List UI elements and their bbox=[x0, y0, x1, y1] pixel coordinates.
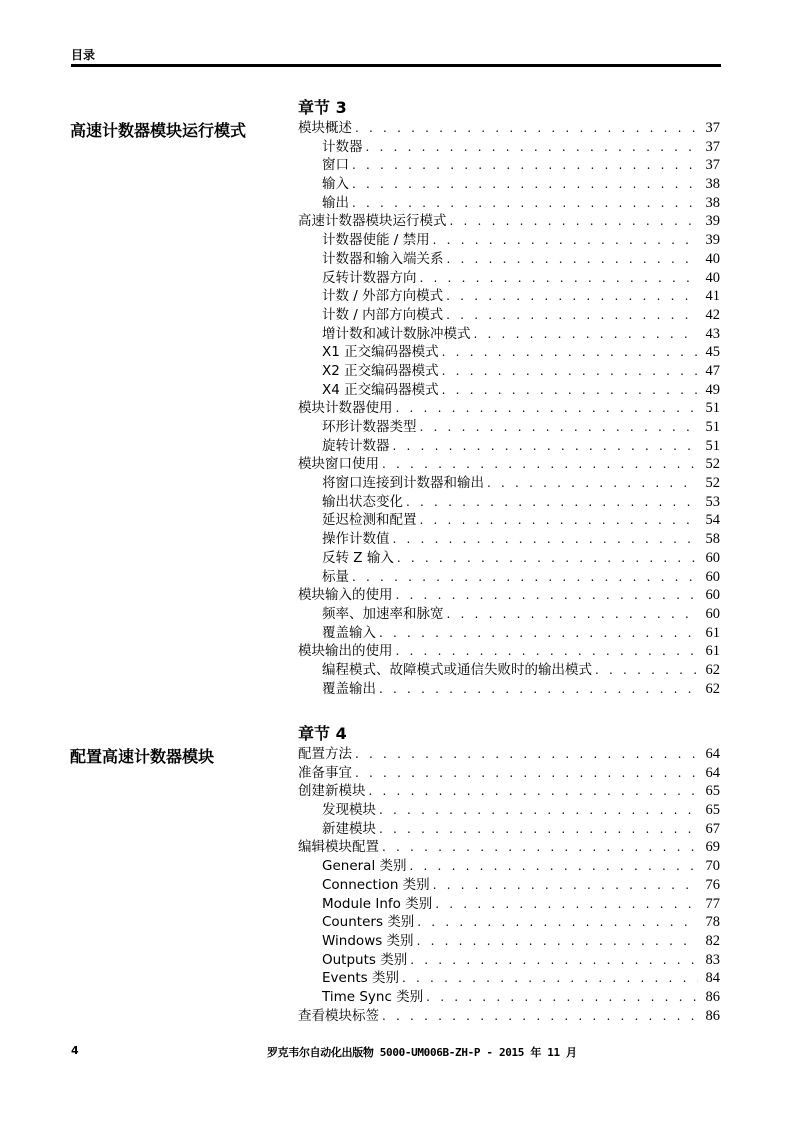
dot-leader bbox=[417, 932, 698, 951]
toc-page-number: 69 bbox=[705, 839, 720, 856]
toc-page-number: 60 bbox=[705, 549, 720, 566]
toc-page-number: 83 bbox=[705, 951, 720, 968]
dot-leader bbox=[442, 343, 698, 362]
toc-entry-text: 增计数和减计数脉冲模式 bbox=[322, 325, 471, 342]
toc-entry[interactable] bbox=[298, 325, 720, 344]
toc-page-number: 40 bbox=[705, 250, 720, 267]
toc-entry-text: 配置方法 bbox=[298, 746, 352, 762]
toc-page-number: 38 bbox=[705, 176, 720, 193]
toc-entry[interactable] bbox=[298, 455, 720, 474]
toc-entry[interactable] bbox=[298, 175, 720, 194]
toc-entry-text: 反转 Z 输入 bbox=[322, 549, 394, 566]
toc-entry-text: Module Info 类别 bbox=[322, 895, 433, 912]
toc-entry[interactable] bbox=[298, 988, 720, 1007]
toc-page-number: 39 bbox=[705, 213, 720, 230]
toc-entry[interactable] bbox=[298, 418, 720, 437]
toc-entry[interactable] bbox=[298, 838, 720, 857]
dot-leader bbox=[450, 212, 699, 231]
dot-leader bbox=[352, 175, 698, 194]
toc-page-number: 51 bbox=[705, 419, 720, 435]
dot-leader bbox=[352, 156, 698, 175]
toc-entry[interactable] bbox=[298, 969, 720, 988]
toc-entry[interactable] bbox=[298, 782, 720, 801]
dot-leader bbox=[355, 119, 698, 138]
dot-leader bbox=[595, 661, 698, 680]
toc-page-number: 60 bbox=[705, 568, 720, 585]
toc-entry-text: 延迟检测和配置 bbox=[322, 512, 417, 529]
dot-leader bbox=[420, 269, 699, 288]
toc-entry-text: 编辑模块配置 bbox=[298, 839, 379, 856]
toc-entry[interactable] bbox=[298, 119, 720, 138]
toc-entry[interactable] bbox=[298, 381, 720, 400]
dot-leader bbox=[487, 474, 698, 493]
toc-page-number: 52 bbox=[705, 456, 720, 473]
toc-entry-text: 计数器和输入端关系 bbox=[322, 250, 444, 267]
toc-entry[interactable] bbox=[298, 624, 720, 643]
toc-entry-text: 模块计数器使用 bbox=[298, 400, 393, 417]
toc-page-number: 61 bbox=[705, 624, 720, 641]
dot-leader bbox=[420, 511, 699, 530]
toc-entry-text: 计数 / 内部方向模式 bbox=[322, 306, 444, 323]
dot-leader bbox=[442, 362, 698, 381]
chapter-title: 高速计数器模块运行模式 bbox=[70, 121, 247, 140]
toc-entry[interactable] bbox=[298, 895, 720, 914]
toc-page-number: 54 bbox=[705, 512, 720, 529]
toc-entry[interactable] bbox=[298, 568, 720, 587]
toc-entry-text: 计数器使能 / 禁用 bbox=[322, 232, 430, 249]
toc-entry[interactable] bbox=[298, 745, 720, 764]
toc-entry[interactable] bbox=[298, 820, 720, 839]
toc-page-number: 86 bbox=[705, 988, 720, 1005]
toc-entry-text: 发现模块 bbox=[322, 802, 376, 819]
toc-entry[interactable] bbox=[298, 399, 720, 418]
footer-page-number: 4 bbox=[71, 1044, 79, 1057]
toc-page-number: 78 bbox=[705, 914, 720, 931]
toc-page-number: 62 bbox=[705, 680, 720, 697]
toc-entry[interactable] bbox=[298, 493, 720, 512]
dot-leader bbox=[420, 418, 699, 437]
toc-entry-text: Counters 类别 bbox=[322, 914, 415, 931]
toc-page-number: 52 bbox=[705, 475, 720, 492]
toc-list bbox=[298, 119, 720, 698]
toc-page-number: 47 bbox=[705, 362, 720, 379]
toc-page-number: 70 bbox=[705, 858, 720, 875]
toc-page-number: 84 bbox=[705, 970, 720, 987]
dot-leader bbox=[352, 568, 698, 587]
toc-entry-text: 计数 / 外部方向模式 bbox=[322, 288, 444, 305]
toc-entry[interactable] bbox=[298, 138, 720, 157]
toc-entry-text: 操作计数值 bbox=[322, 531, 390, 548]
toc-page-number: 38 bbox=[705, 194, 720, 211]
toc-page-number: 42 bbox=[705, 306, 720, 323]
toc-entry-text: X4 正交编码器模式 bbox=[322, 381, 439, 398]
toc-entry-text: 准备事宜 bbox=[298, 764, 352, 781]
dot-leader bbox=[396, 399, 699, 418]
dot-leader bbox=[379, 801, 698, 820]
toc-entry-text: Outputs 类别 bbox=[322, 951, 408, 968]
toc-entry-text: 模块窗口使用 bbox=[298, 456, 379, 473]
toc-entry-text: 覆盖输出 bbox=[322, 680, 376, 697]
toc-entry[interactable] bbox=[298, 876, 720, 895]
toc-page-number: 53 bbox=[705, 493, 720, 510]
toc-page-number: 82 bbox=[705, 932, 720, 949]
toc-entry[interactable] bbox=[298, 156, 720, 175]
toc-entry-text: 模块输入的使用 bbox=[298, 587, 393, 604]
toc-page-number: 60 bbox=[705, 587, 720, 604]
toc-page-number: 51 bbox=[705, 437, 720, 454]
toc-entry[interactable] bbox=[298, 437, 720, 456]
toc-entry[interactable] bbox=[298, 801, 720, 820]
toc-entry-text: Events 类别 bbox=[322, 970, 399, 987]
toc-entry-text: 标量 bbox=[322, 568, 349, 585]
dot-leader bbox=[433, 231, 698, 250]
toc-page-number: 64 bbox=[705, 764, 720, 781]
toc-entry[interactable] bbox=[298, 306, 720, 325]
running-header: 目录 bbox=[71, 48, 96, 62]
toc-entry[interactable] bbox=[298, 549, 720, 568]
toc-page-number: 61 bbox=[705, 643, 720, 660]
toc-entry[interactable] bbox=[298, 250, 720, 269]
toc-page-number: 77 bbox=[705, 895, 720, 912]
toc-page-number: 37 bbox=[705, 157, 720, 174]
toc-entry[interactable] bbox=[298, 857, 720, 876]
toc-page-number: 43 bbox=[705, 325, 720, 342]
dot-leader bbox=[382, 455, 698, 474]
toc-entry[interactable] bbox=[298, 913, 720, 932]
toc-entry-text: 新建模块 bbox=[322, 820, 376, 837]
toc-page-number: 40 bbox=[705, 269, 720, 286]
toc-page-number: 64 bbox=[705, 746, 720, 762]
dot-leader bbox=[379, 624, 698, 643]
footer-publication: 罗克韦尔自动化出版物 5000-UM006B-ZH-P - 2015 年 11 月 bbox=[267, 1046, 577, 1059]
dot-leader bbox=[402, 969, 698, 988]
toc-entry[interactable] bbox=[298, 932, 720, 951]
toc-entry[interactable] bbox=[298, 269, 720, 288]
toc-page-number: 51 bbox=[705, 400, 720, 417]
dot-leader bbox=[426, 988, 698, 1007]
toc-entry-text: 输出状态变化 bbox=[322, 493, 403, 510]
toc-entry[interactable] bbox=[298, 362, 720, 381]
dot-leader bbox=[442, 381, 698, 400]
dot-leader bbox=[417, 913, 698, 932]
toc-entry[interactable] bbox=[298, 212, 720, 231]
toc-entry[interactable] bbox=[298, 1007, 720, 1026]
toc-entry-text: 编程模式、故障模式或通信失败时的输出模式 bbox=[322, 661, 592, 678]
dot-leader bbox=[433, 876, 698, 895]
toc-page-number: 37 bbox=[705, 138, 720, 155]
toc-page-number: 37 bbox=[705, 120, 720, 136]
toc-entry[interactable] bbox=[298, 511, 720, 530]
toc-page-number: 39 bbox=[705, 232, 720, 249]
toc-list bbox=[298, 745, 720, 1025]
chapter-title: 配置高速计数器模块 bbox=[70, 747, 215, 766]
toc-page-number: 49 bbox=[705, 381, 720, 398]
toc-entry[interactable] bbox=[298, 194, 720, 213]
dot-leader bbox=[410, 951, 698, 970]
toc-entry[interactable] bbox=[298, 605, 720, 624]
toc-entry-text: 输入 bbox=[322, 176, 349, 193]
dot-leader bbox=[396, 586, 699, 605]
toc-entry[interactable] bbox=[298, 642, 720, 661]
toc-page-number: 65 bbox=[705, 802, 720, 819]
toc-page-number: 41 bbox=[705, 288, 720, 305]
toc-entry[interactable] bbox=[298, 764, 720, 783]
toc-entry-text: 创建新模块 bbox=[298, 783, 366, 800]
toc-entry[interactable] bbox=[298, 530, 720, 549]
toc-entry[interactable] bbox=[298, 287, 720, 306]
toc-page-number: 60 bbox=[705, 605, 720, 622]
dot-leader bbox=[382, 838, 698, 857]
toc-entry-text: 模块输出的使用 bbox=[298, 643, 393, 660]
dot-leader bbox=[435, 895, 698, 914]
toc-entry[interactable] bbox=[298, 231, 720, 250]
toc-page-number: 45 bbox=[705, 344, 720, 361]
toc-entry-text: 输出 bbox=[322, 194, 349, 211]
toc-entry-text: Connection 类别 bbox=[322, 876, 430, 893]
toc-entry-text: 频率、加速率和脉宽 bbox=[322, 605, 444, 622]
toc-entry-text: 旋转计数器 bbox=[322, 437, 390, 454]
toc-entry[interactable] bbox=[298, 586, 720, 605]
toc-entry[interactable] bbox=[298, 951, 720, 970]
dot-leader bbox=[355, 764, 698, 783]
toc-entry-text: 覆盖输入 bbox=[322, 624, 376, 641]
toc-entry-text: 模块概述 bbox=[298, 120, 352, 136]
dot-leader bbox=[447, 605, 699, 624]
toc-page-number: 62 bbox=[705, 661, 720, 678]
dot-leader bbox=[474, 325, 699, 344]
dot-leader bbox=[447, 250, 699, 269]
dot-leader bbox=[366, 138, 699, 157]
dot-leader bbox=[355, 745, 698, 764]
dot-leader bbox=[352, 194, 698, 213]
toc-entry-text: 高速计数器模块运行模式 bbox=[298, 213, 447, 230]
toc-entry[interactable] bbox=[298, 661, 720, 680]
toc-entry-text: 将窗口连接到计数器和输出 bbox=[322, 475, 484, 492]
toc-entry[interactable] bbox=[298, 343, 720, 362]
toc-entry-text: X1 正交编码器模式 bbox=[322, 344, 439, 361]
toc-entry-text: Windows 类别 bbox=[322, 932, 414, 949]
toc-entry-text: 计数器 bbox=[322, 138, 363, 155]
dot-leader bbox=[379, 680, 698, 699]
dot-leader bbox=[446, 306, 698, 325]
toc-page-number: 65 bbox=[705, 783, 720, 800]
dot-leader bbox=[393, 530, 699, 549]
dot-leader bbox=[369, 782, 699, 801]
dot-leader bbox=[382, 1007, 698, 1026]
toc-entry-text: Time Sync 类别 bbox=[322, 988, 424, 1005]
dot-leader bbox=[397, 549, 698, 568]
toc-entry-text: 窗口 bbox=[322, 157, 349, 174]
chapter-label: 章节 3 bbox=[298, 98, 347, 117]
dot-leader bbox=[410, 857, 699, 876]
toc-entry-text: 查看模块标签 bbox=[298, 1007, 379, 1024]
dot-leader bbox=[446, 287, 698, 306]
toc-page-number: 67 bbox=[705, 820, 720, 837]
dot-leader bbox=[379, 820, 698, 839]
toc-page-number: 76 bbox=[705, 876, 720, 893]
toc-page-number: 58 bbox=[705, 531, 720, 548]
dot-leader bbox=[406, 493, 698, 512]
header-rule bbox=[71, 64, 721, 67]
dot-leader bbox=[396, 642, 699, 661]
chapter-label: 章节 4 bbox=[298, 724, 347, 743]
toc-entry-text: X2 正交编码器模式 bbox=[322, 362, 439, 379]
toc-entry[interactable] bbox=[298, 680, 720, 699]
toc-entry-text: 环形计数器类型 bbox=[322, 419, 417, 435]
toc-entry-text: 反转计数器方向 bbox=[322, 269, 417, 286]
toc-entry[interactable] bbox=[298, 474, 720, 493]
toc-entry-text: General 类别 bbox=[322, 858, 407, 875]
dot-leader bbox=[393, 437, 699, 456]
toc-page-number: 86 bbox=[705, 1007, 720, 1024]
